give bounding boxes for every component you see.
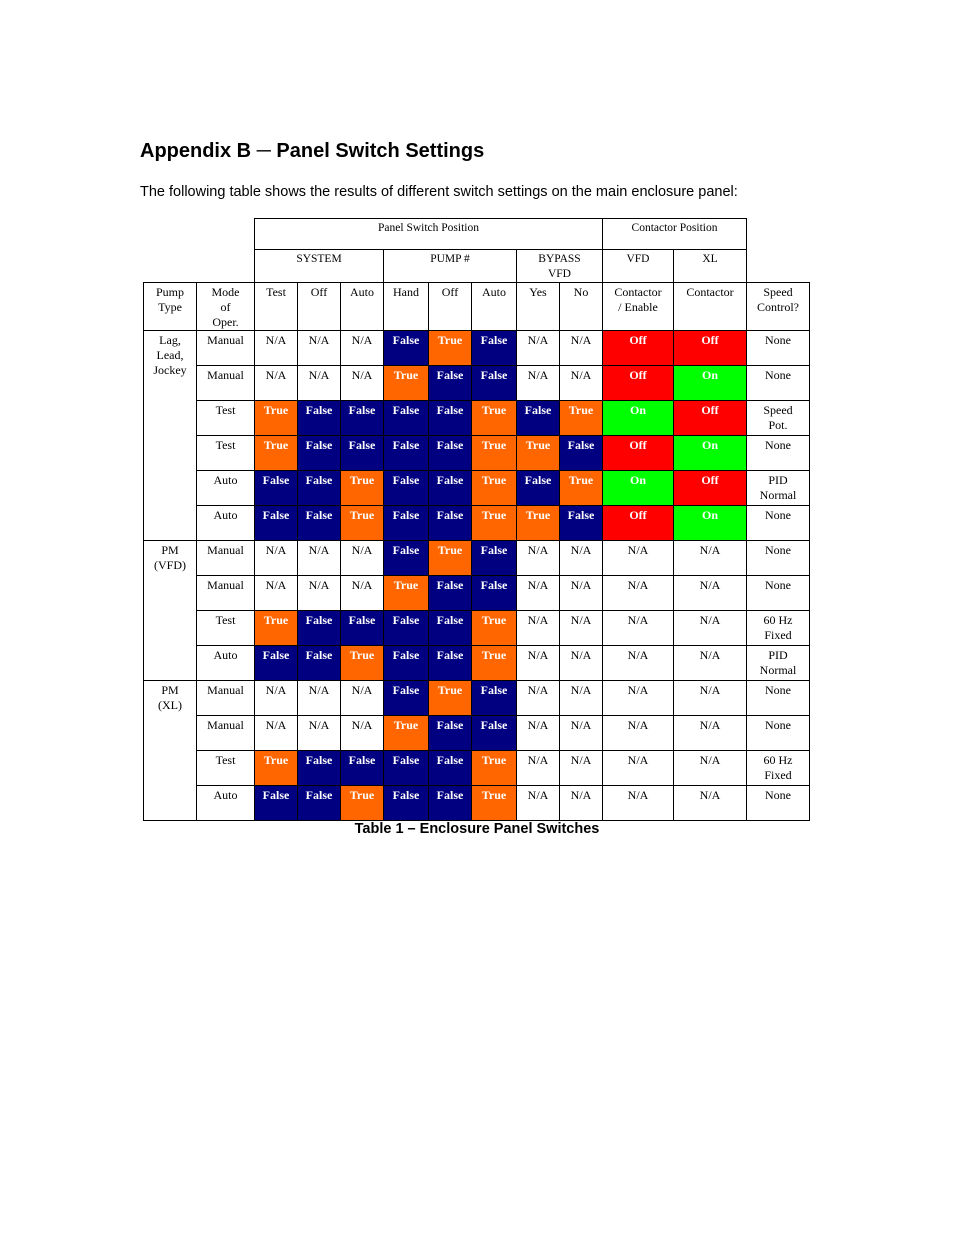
speed-control-cell: None bbox=[747, 716, 810, 751]
blank-cell bbox=[197, 250, 255, 283]
state-cell: On bbox=[603, 471, 674, 506]
state-cell: True bbox=[341, 646, 384, 681]
speed-control-cell: PID Normal bbox=[747, 471, 810, 506]
column-header: Hand bbox=[384, 283, 429, 331]
state-cell: False bbox=[384, 786, 429, 821]
state-cell: N/A bbox=[341, 331, 384, 366]
mode-cell: Auto bbox=[197, 506, 255, 541]
state-cell: N/A bbox=[560, 681, 603, 716]
state-cell: True bbox=[255, 751, 298, 786]
table-row bbox=[144, 366, 810, 401]
state-cell: N/A bbox=[603, 681, 674, 716]
column-header: No bbox=[560, 283, 603, 331]
state-cell: Off bbox=[603, 506, 674, 541]
speed-control-cell: None bbox=[747, 436, 810, 471]
state-cell: Off bbox=[674, 331, 747, 366]
table-row bbox=[144, 471, 810, 506]
state-cell: False bbox=[472, 366, 517, 401]
mode-cell: Auto bbox=[197, 646, 255, 681]
state-cell: On bbox=[674, 366, 747, 401]
speed-control-cell: Speed Pot. bbox=[747, 401, 810, 436]
state-cell: False bbox=[341, 751, 384, 786]
state-cell: N/A bbox=[560, 716, 603, 751]
state-cell: N/A bbox=[517, 786, 560, 821]
state-cell: True bbox=[384, 576, 429, 611]
state-cell: True bbox=[517, 436, 560, 471]
state-cell: N/A bbox=[517, 716, 560, 751]
state-cell: False bbox=[472, 576, 517, 611]
header-bypass-vfd: BYPASS VFD bbox=[517, 250, 603, 283]
mode-cell: Manual bbox=[197, 331, 255, 366]
state-cell: Off bbox=[603, 331, 674, 366]
state-cell: False bbox=[472, 331, 517, 366]
state-cell: False bbox=[429, 576, 472, 611]
header-contactor-position: Contactor Position bbox=[603, 219, 747, 250]
state-cell: False bbox=[517, 401, 560, 436]
state-cell: Off bbox=[674, 471, 747, 506]
state-cell: N/A bbox=[255, 541, 298, 576]
state-cell: Off bbox=[674, 401, 747, 436]
column-header: Test bbox=[255, 283, 298, 331]
table-row bbox=[144, 716, 810, 751]
state-cell: False bbox=[298, 506, 341, 541]
pump-type-cell: PM (VFD) bbox=[144, 541, 197, 681]
table-row bbox=[144, 681, 810, 716]
speed-control-cell: None bbox=[747, 786, 810, 821]
state-cell: True bbox=[255, 611, 298, 646]
state-cell: N/A bbox=[674, 786, 747, 821]
state-cell: N/A bbox=[255, 681, 298, 716]
column-header: Auto bbox=[472, 283, 517, 331]
state-cell: False bbox=[384, 751, 429, 786]
state-cell: False bbox=[429, 716, 472, 751]
state-cell: False bbox=[472, 681, 517, 716]
state-cell: N/A bbox=[517, 681, 560, 716]
state-cell: Off bbox=[603, 366, 674, 401]
state-cell: N/A bbox=[517, 611, 560, 646]
table-row bbox=[144, 436, 810, 471]
mode-cell: Manual bbox=[197, 541, 255, 576]
table-row bbox=[144, 751, 810, 786]
state-cell: True bbox=[472, 646, 517, 681]
column-header: Pump Type bbox=[144, 283, 197, 331]
column-header: Contactor bbox=[674, 283, 747, 331]
state-cell: On bbox=[603, 401, 674, 436]
state-cell: N/A bbox=[341, 366, 384, 401]
state-cell: N/A bbox=[674, 611, 747, 646]
state-cell: N/A bbox=[517, 366, 560, 401]
state-cell: True bbox=[472, 436, 517, 471]
header-xl: XL bbox=[674, 250, 747, 283]
state-cell: N/A bbox=[341, 716, 384, 751]
state-cell: N/A bbox=[603, 541, 674, 576]
table-row bbox=[144, 401, 810, 436]
state-cell: True bbox=[472, 401, 517, 436]
state-cell: N/A bbox=[298, 541, 341, 576]
speed-control-cell: None bbox=[747, 541, 810, 576]
state-cell: N/A bbox=[298, 331, 341, 366]
mode-cell: Auto bbox=[197, 471, 255, 506]
state-cell: N/A bbox=[517, 541, 560, 576]
mode-cell: Test bbox=[197, 401, 255, 436]
column-header: Off bbox=[429, 283, 472, 331]
speed-control-cell: None bbox=[747, 366, 810, 401]
state-cell: N/A bbox=[255, 716, 298, 751]
state-cell: False bbox=[298, 611, 341, 646]
column-header: Speed Control? bbox=[747, 283, 810, 331]
state-cell: N/A bbox=[517, 646, 560, 681]
mode-cell: Manual bbox=[197, 366, 255, 401]
state-cell: N/A bbox=[560, 646, 603, 681]
state-cell: N/A bbox=[517, 331, 560, 366]
state-cell: N/A bbox=[560, 331, 603, 366]
state-cell: False bbox=[429, 646, 472, 681]
blank-cell bbox=[747, 219, 810, 250]
state-cell: True bbox=[472, 611, 517, 646]
speed-control-cell: None bbox=[747, 576, 810, 611]
column-header: Contactor / Enable bbox=[603, 283, 674, 331]
state-cell: False bbox=[429, 366, 472, 401]
state-cell: False bbox=[384, 541, 429, 576]
pump-type-cell: Lag, Lead, Jockey bbox=[144, 331, 197, 541]
state-cell: N/A bbox=[674, 751, 747, 786]
state-cell: False bbox=[472, 541, 517, 576]
state-cell: N/A bbox=[560, 541, 603, 576]
state-cell: False bbox=[384, 681, 429, 716]
blank-cell bbox=[197, 219, 255, 250]
state-cell: False bbox=[298, 751, 341, 786]
state-cell: False bbox=[429, 751, 472, 786]
state-cell: True bbox=[341, 471, 384, 506]
column-header: Auto bbox=[341, 283, 384, 331]
state-cell: False bbox=[341, 401, 384, 436]
state-cell: N/A bbox=[341, 681, 384, 716]
table-row bbox=[144, 506, 810, 541]
state-cell: N/A bbox=[517, 751, 560, 786]
speed-control-cell: None bbox=[747, 331, 810, 366]
state-cell: False bbox=[384, 331, 429, 366]
header-panel-switch-position: Panel Switch Position bbox=[255, 219, 603, 250]
state-cell: False bbox=[429, 436, 472, 471]
state-cell: N/A bbox=[560, 576, 603, 611]
state-cell: N/A bbox=[603, 751, 674, 786]
state-cell: False bbox=[472, 716, 517, 751]
state-cell: N/A bbox=[674, 646, 747, 681]
state-cell: N/A bbox=[674, 576, 747, 611]
state-cell: False bbox=[384, 646, 429, 681]
column-header: Mode of Oper. bbox=[197, 283, 255, 331]
state-cell: True bbox=[429, 331, 472, 366]
table-row bbox=[144, 541, 810, 576]
header-pump: PUMP # bbox=[384, 250, 517, 283]
state-cell: True bbox=[255, 401, 298, 436]
state-cell: False bbox=[298, 401, 341, 436]
state-cell: True bbox=[517, 506, 560, 541]
state-cell: False bbox=[560, 506, 603, 541]
mode-cell: Manual bbox=[197, 681, 255, 716]
state-cell: True bbox=[560, 471, 603, 506]
state-cell: N/A bbox=[255, 576, 298, 611]
state-cell: False bbox=[429, 506, 472, 541]
state-cell: N/A bbox=[298, 576, 341, 611]
speed-control-cell: None bbox=[747, 506, 810, 541]
column-header: Yes bbox=[517, 283, 560, 331]
pump-type-cell: PM (XL) bbox=[144, 681, 197, 821]
state-cell: N/A bbox=[674, 541, 747, 576]
state-cell: N/A bbox=[341, 576, 384, 611]
state-cell: True bbox=[429, 681, 472, 716]
state-cell: False bbox=[429, 401, 472, 436]
mode-cell: Manual bbox=[197, 716, 255, 751]
speed-control-cell: PID Normal bbox=[747, 646, 810, 681]
state-cell: True bbox=[472, 751, 517, 786]
state-cell: True bbox=[472, 506, 517, 541]
state-cell: N/A bbox=[674, 716, 747, 751]
table-row bbox=[144, 646, 810, 681]
state-cell: N/A bbox=[298, 681, 341, 716]
state-cell: True bbox=[560, 401, 603, 436]
panel-switch-table bbox=[143, 218, 810, 821]
state-cell: True bbox=[472, 471, 517, 506]
state-cell: False bbox=[429, 786, 472, 821]
mode-cell: Test bbox=[197, 436, 255, 471]
state-cell: N/A bbox=[298, 716, 341, 751]
state-cell: N/A bbox=[560, 786, 603, 821]
state-cell: False bbox=[384, 506, 429, 541]
state-cell: N/A bbox=[560, 611, 603, 646]
state-cell: False bbox=[429, 611, 472, 646]
state-cell: True bbox=[255, 436, 298, 471]
state-cell: N/A bbox=[560, 751, 603, 786]
page-title: Appendix B ─ Panel Switch Settings bbox=[140, 140, 485, 162]
state-cell: N/A bbox=[298, 366, 341, 401]
state-cell: On bbox=[674, 506, 747, 541]
state-cell: N/A bbox=[255, 366, 298, 401]
header-system: SYSTEM bbox=[255, 250, 384, 283]
state-cell: False bbox=[298, 471, 341, 506]
state-cell: N/A bbox=[603, 611, 674, 646]
state-cell: False bbox=[429, 471, 472, 506]
mode-cell: Auto bbox=[197, 786, 255, 821]
state-cell: True bbox=[341, 786, 384, 821]
state-cell: False bbox=[298, 646, 341, 681]
state-cell: True bbox=[472, 786, 517, 821]
state-cell: False bbox=[384, 436, 429, 471]
blank-cell bbox=[144, 250, 197, 283]
state-cell: False bbox=[384, 471, 429, 506]
intro-paragraph: The following table shows the results of different switch settings on the main enclosure panel: bbox=[140, 184, 738, 200]
state-cell: N/A bbox=[603, 786, 674, 821]
column-header: Off bbox=[298, 283, 341, 331]
state-cell: False bbox=[298, 786, 341, 821]
state-cell: N/A bbox=[255, 331, 298, 366]
blank-cell bbox=[144, 219, 197, 250]
state-cell: False bbox=[341, 436, 384, 471]
blank-cell bbox=[747, 250, 810, 283]
state-cell: False bbox=[255, 646, 298, 681]
state-cell: False bbox=[560, 436, 603, 471]
state-cell: False bbox=[384, 611, 429, 646]
state-cell: False bbox=[298, 436, 341, 471]
state-cell: N/A bbox=[560, 366, 603, 401]
mode-cell: Manual bbox=[197, 576, 255, 611]
table-row bbox=[144, 786, 810, 821]
speed-control-cell: 60 Hz Fixed bbox=[747, 611, 810, 646]
header-vfd: VFD bbox=[603, 250, 674, 283]
mode-cell: Test bbox=[197, 751, 255, 786]
speed-control-cell: 60 Hz Fixed bbox=[747, 751, 810, 786]
state-cell: N/A bbox=[341, 541, 384, 576]
state-cell: N/A bbox=[517, 576, 560, 611]
state-cell: N/A bbox=[603, 646, 674, 681]
state-cell: False bbox=[255, 506, 298, 541]
state-cell: Off bbox=[603, 436, 674, 471]
state-cell: True bbox=[384, 366, 429, 401]
table-caption: Table 1 – Enclosure Panel Switches bbox=[354, 821, 600, 837]
state-cell: False bbox=[255, 471, 298, 506]
state-cell: False bbox=[255, 786, 298, 821]
state-cell: False bbox=[341, 611, 384, 646]
state-cell: N/A bbox=[674, 681, 747, 716]
state-cell: True bbox=[429, 541, 472, 576]
state-cell: False bbox=[384, 401, 429, 436]
table-row bbox=[144, 331, 810, 366]
state-cell: True bbox=[341, 506, 384, 541]
table-row bbox=[144, 611, 810, 646]
state-cell: False bbox=[517, 471, 560, 506]
mode-cell: Test bbox=[197, 611, 255, 646]
speed-control-cell: None bbox=[747, 681, 810, 716]
state-cell: N/A bbox=[603, 716, 674, 751]
table-row bbox=[144, 576, 810, 611]
state-cell: True bbox=[384, 716, 429, 751]
state-cell: N/A bbox=[603, 576, 674, 611]
state-cell: On bbox=[674, 436, 747, 471]
